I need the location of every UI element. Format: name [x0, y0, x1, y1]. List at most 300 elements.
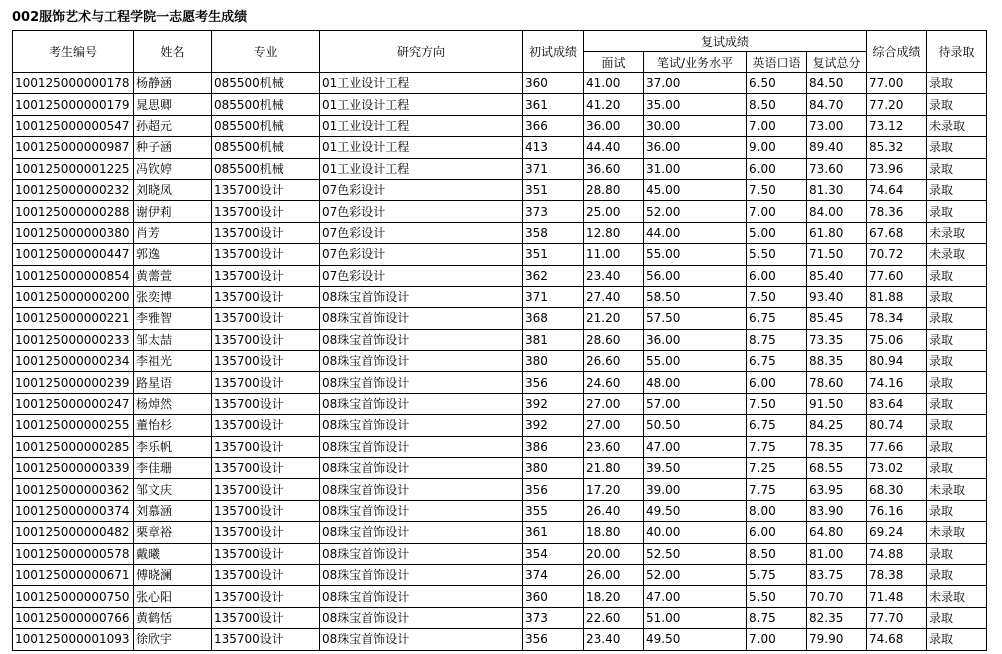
cell-retest-total: 70.70 [807, 586, 867, 607]
cell-written-test: 47.00 [644, 436, 747, 457]
table-row [13, 329, 987, 350]
cell-retest-total: 78.35 [807, 436, 867, 457]
cell-oral-english: 7.00 [747, 115, 807, 136]
cell-retest-total: 73.60 [807, 158, 867, 179]
cell-name: 路星语 [134, 372, 212, 393]
cell-initial-score: 366 [523, 115, 584, 136]
cell-initial-score: 368 [523, 308, 584, 329]
table-row [13, 158, 987, 179]
cell-initial-score: 360 [523, 73, 584, 94]
cell-initial-score: 356 [523, 479, 584, 500]
cell-oral-english: 5.75 [747, 564, 807, 585]
cell-student-id: 100125000000285 [13, 436, 134, 457]
cell-retest-total: 81.00 [807, 543, 867, 564]
table-row [13, 94, 987, 115]
cell-name: 种子涵 [134, 137, 212, 158]
cell-written-test: 39.50 [644, 458, 747, 479]
cell-direction: 08珠宝首饰设计 [320, 286, 523, 307]
cell-overall-score: 75.06 [867, 329, 927, 350]
table-row [13, 115, 987, 136]
table-row [13, 479, 987, 500]
cell-overall-score: 67.68 [867, 222, 927, 243]
header-retest-group: 复试成绩 [584, 31, 867, 52]
header-overall-score: 综合成绩 [867, 31, 927, 73]
cell-direction: 07色彩设计 [320, 201, 523, 222]
cell-major: 085500机械 [212, 137, 320, 158]
cell-student-id: 100125000000854 [13, 265, 134, 286]
cell-interview: 41.00 [584, 73, 644, 94]
cell-overall-score: 69.24 [867, 522, 927, 543]
header-admission-status: 待录取 [927, 31, 987, 73]
cell-overall-score: 77.00 [867, 73, 927, 94]
cell-major: 135700设计 [212, 415, 320, 436]
cell-retest-total: 81.30 [807, 179, 867, 200]
table-row [13, 415, 987, 436]
cell-status: 录取 [927, 201, 987, 222]
cell-retest-total: 93.40 [807, 286, 867, 307]
cell-written-test: 45.00 [644, 179, 747, 200]
cell-status: 录取 [927, 436, 987, 457]
cell-oral-english: 7.25 [747, 458, 807, 479]
cell-student-id: 100125000000766 [13, 607, 134, 628]
cell-status: 录取 [927, 73, 987, 94]
cell-major: 135700设计 [212, 629, 320, 650]
cell-overall-score: 74.68 [867, 629, 927, 650]
cell-initial-score: 351 [523, 179, 584, 200]
cell-name: 徐欣宇 [134, 629, 212, 650]
cell-name: 黄薷萱 [134, 265, 212, 286]
cell-initial-score: 356 [523, 372, 584, 393]
cell-interview: 36.00 [584, 115, 644, 136]
cell-retest-total: 68.55 [807, 458, 867, 479]
cell-initial-score: 354 [523, 543, 584, 564]
cell-retest-total: 84.70 [807, 94, 867, 115]
table-row [13, 137, 987, 158]
cell-major: 135700设计 [212, 436, 320, 457]
cell-oral-english: 7.50 [747, 179, 807, 200]
cell-interview: 26.00 [584, 564, 644, 585]
cell-name: 冯钦婷 [134, 158, 212, 179]
table-row [13, 522, 987, 543]
header-name: 姓名 [134, 31, 212, 73]
cell-student-id: 100125000000221 [13, 308, 134, 329]
cell-direction: 07色彩设计 [320, 244, 523, 265]
cell-status: 录取 [927, 543, 987, 564]
page-title: 002服饰艺术与工程学院一志愿考生成绩 [12, 10, 248, 25]
cell-written-test: 56.00 [644, 265, 747, 286]
table-row [13, 308, 987, 329]
cell-status: 录取 [927, 372, 987, 393]
header-interview: 面试 [584, 52, 644, 73]
cell-oral-english: 7.75 [747, 479, 807, 500]
cell-direction: 08珠宝首饰设计 [320, 522, 523, 543]
cell-retest-total: 88.35 [807, 351, 867, 372]
cell-status: 录取 [927, 351, 987, 372]
cell-major: 085500机械 [212, 158, 320, 179]
cell-name: 孙超元 [134, 115, 212, 136]
cell-direction: 08珠宝首饰设计 [320, 393, 523, 414]
cell-oral-english: 6.00 [747, 265, 807, 286]
cell-status: 未录取 [927, 522, 987, 543]
cell-name: 肖芳 [134, 222, 212, 243]
cell-name: 李佳珊 [134, 458, 212, 479]
cell-interview: 25.00 [584, 201, 644, 222]
table-row [13, 564, 987, 585]
table-row [13, 607, 987, 628]
cell-major: 135700设计 [212, 286, 320, 307]
table-row [13, 201, 987, 222]
cell-name: 刘慕涵 [134, 500, 212, 521]
cell-overall-score: 74.64 [867, 179, 927, 200]
cell-initial-score: 351 [523, 244, 584, 265]
cell-interview: 23.40 [584, 629, 644, 650]
cell-interview: 17.20 [584, 479, 644, 500]
cell-oral-english: 8.75 [747, 329, 807, 350]
cell-written-test: 44.00 [644, 222, 747, 243]
cell-overall-score: 71.48 [867, 586, 927, 607]
cell-initial-score: 381 [523, 329, 584, 350]
cell-major: 135700设计 [212, 500, 320, 521]
cell-retest-total: 84.25 [807, 415, 867, 436]
cell-overall-score: 70.72 [867, 244, 927, 265]
cell-oral-english: 8.50 [747, 543, 807, 564]
cell-status: 录取 [927, 158, 987, 179]
cell-student-id: 100125000000750 [13, 586, 134, 607]
cell-written-test: 36.00 [644, 329, 747, 350]
cell-major: 085500机械 [212, 115, 320, 136]
cell-overall-score: 74.88 [867, 543, 927, 564]
cell-direction: 07色彩设计 [320, 222, 523, 243]
cell-written-test: 55.00 [644, 244, 747, 265]
table-row [13, 265, 987, 286]
cell-name: 谢伊莉 [134, 201, 212, 222]
cell-direction: 08珠宝首饰设计 [320, 564, 523, 585]
cell-initial-score: 380 [523, 351, 584, 372]
cell-major: 135700设计 [212, 607, 320, 628]
cell-status: 录取 [927, 265, 987, 286]
cell-status: 未录取 [927, 222, 987, 243]
cell-oral-english: 7.50 [747, 286, 807, 307]
cell-oral-english: 5.00 [747, 222, 807, 243]
cell-major: 135700设计 [212, 308, 320, 329]
cell-overall-score: 73.96 [867, 158, 927, 179]
cell-interview: 28.60 [584, 329, 644, 350]
cell-major: 135700设计 [212, 479, 320, 500]
cell-oral-english: 6.75 [747, 415, 807, 436]
cell-interview: 36.60 [584, 158, 644, 179]
cell-overall-score: 77.70 [867, 607, 927, 628]
table-row [13, 458, 987, 479]
cell-major: 135700设计 [212, 586, 320, 607]
cell-written-test: 57.00 [644, 393, 747, 414]
cell-written-test: 39.00 [644, 479, 747, 500]
table-row [13, 629, 987, 650]
cell-direction: 08珠宝首饰设计 [320, 415, 523, 436]
cell-retest-total: 89.40 [807, 137, 867, 158]
cell-status: 录取 [927, 458, 987, 479]
cell-status: 录取 [927, 629, 987, 650]
cell-retest-total: 84.50 [807, 73, 867, 94]
cell-major: 135700设计 [212, 201, 320, 222]
cell-retest-total: 73.35 [807, 329, 867, 350]
cell-status: 录取 [927, 393, 987, 414]
cell-major: 135700设计 [212, 244, 320, 265]
cell-retest-total: 85.45 [807, 308, 867, 329]
cell-interview: 18.80 [584, 522, 644, 543]
cell-status: 录取 [927, 415, 987, 436]
cell-initial-score: 392 [523, 415, 584, 436]
cell-major: 135700设计 [212, 393, 320, 414]
cell-student-id: 100125000000178 [13, 73, 134, 94]
cell-name: 张奕博 [134, 286, 212, 307]
cell-retest-total: 83.75 [807, 564, 867, 585]
cell-direction: 01工业设计工程 [320, 94, 523, 115]
cell-written-test: 40.00 [644, 522, 747, 543]
cell-name: 刘晓凤 [134, 179, 212, 200]
cell-oral-english: 5.50 [747, 586, 807, 607]
cell-name: 李雅智 [134, 308, 212, 329]
cell-overall-score: 78.36 [867, 201, 927, 222]
cell-written-test: 35.00 [644, 94, 747, 115]
cell-student-id: 100125000000374 [13, 500, 134, 521]
cell-oral-english: 6.75 [747, 308, 807, 329]
cell-retest-total: 63.95 [807, 479, 867, 500]
cell-name: 栗章裕 [134, 522, 212, 543]
cell-status: 录取 [927, 94, 987, 115]
cell-initial-score: 356 [523, 629, 584, 650]
cell-overall-score: 77.60 [867, 265, 927, 286]
cell-status: 录取 [927, 286, 987, 307]
cell-overall-score: 78.34 [867, 308, 927, 329]
cell-student-id: 100125000000482 [13, 522, 134, 543]
cell-oral-english: 7.50 [747, 393, 807, 414]
cell-name: 戴曦 [134, 543, 212, 564]
cell-retest-total: 84.00 [807, 201, 867, 222]
cell-status: 未录取 [927, 479, 987, 500]
cell-oral-english: 5.50 [747, 244, 807, 265]
cell-initial-score: 358 [523, 222, 584, 243]
cell-student-id: 100125000001093 [13, 629, 134, 650]
cell-written-test: 30.00 [644, 115, 747, 136]
table-row [13, 543, 987, 564]
cell-initial-score: 361 [523, 522, 584, 543]
cell-interview: 26.40 [584, 500, 644, 521]
cell-direction: 07色彩设计 [320, 265, 523, 286]
cell-major: 135700设计 [212, 351, 320, 372]
cell-initial-score: 362 [523, 265, 584, 286]
table-row [13, 179, 987, 200]
cell-written-test: 48.00 [644, 372, 747, 393]
cell-student-id: 100125000000362 [13, 479, 134, 500]
cell-written-test: 52.50 [644, 543, 747, 564]
cell-interview: 22.60 [584, 607, 644, 628]
cell-status: 未录取 [927, 115, 987, 136]
cell-retest-total: 64.80 [807, 522, 867, 543]
cell-direction: 01工业设计工程 [320, 73, 523, 94]
cell-direction: 08珠宝首饰设计 [320, 436, 523, 457]
cell-overall-score: 77.66 [867, 436, 927, 457]
cell-interview: 21.80 [584, 458, 644, 479]
cell-oral-english: 8.50 [747, 94, 807, 115]
cell-initial-score: 373 [523, 201, 584, 222]
cell-initial-score: 371 [523, 158, 584, 179]
cell-name: 李乐帆 [134, 436, 212, 457]
cell-status: 未录取 [927, 586, 987, 607]
cell-retest-total: 82.35 [807, 607, 867, 628]
cell-interview: 27.00 [584, 415, 644, 436]
cell-overall-score: 77.20 [867, 94, 927, 115]
cell-overall-score: 74.16 [867, 372, 927, 393]
cell-interview: 23.40 [584, 265, 644, 286]
cell-interview: 12.80 [584, 222, 644, 243]
cell-overall-score: 68.30 [867, 479, 927, 500]
cell-name: 李祖光 [134, 351, 212, 372]
table-row [13, 393, 987, 414]
cell-retest-total: 91.50 [807, 393, 867, 414]
cell-direction: 08珠宝首饰设计 [320, 607, 523, 628]
table-row [13, 436, 987, 457]
cell-initial-score: 361 [523, 94, 584, 115]
cell-interview: 24.60 [584, 372, 644, 393]
cell-written-test: 50.50 [644, 415, 747, 436]
cell-major: 135700设计 [212, 372, 320, 393]
table-row [13, 244, 987, 265]
cell-name: 杨静涵 [134, 73, 212, 94]
cell-overall-score: 73.12 [867, 115, 927, 136]
cell-student-id: 100125000000380 [13, 222, 134, 243]
cell-direction: 08珠宝首饰设计 [320, 500, 523, 521]
cell-direction: 08珠宝首饰设计 [320, 543, 523, 564]
header-written-test: 笔试/业务水平 [644, 52, 747, 73]
cell-interview: 11.00 [584, 244, 644, 265]
cell-initial-score: 380 [523, 458, 584, 479]
cell-direction: 08珠宝首饰设计 [320, 372, 523, 393]
header-research-direction: 研究方向 [320, 31, 523, 73]
cell-student-id: 100125000000578 [13, 543, 134, 564]
cell-major: 085500机械 [212, 73, 320, 94]
cell-direction: 08珠宝首饰设计 [320, 308, 523, 329]
cell-retest-total: 61.80 [807, 222, 867, 243]
cell-initial-score: 374 [523, 564, 584, 585]
cell-name: 傅晓澜 [134, 564, 212, 585]
cell-interview: 23.60 [584, 436, 644, 457]
cell-initial-score: 386 [523, 436, 584, 457]
cell-direction: 08珠宝首饰设计 [320, 351, 523, 372]
cell-name: 邹文庆 [134, 479, 212, 500]
cell-direction: 08珠宝首饰设计 [320, 586, 523, 607]
cell-written-test: 52.00 [644, 564, 747, 585]
scores-table [12, 30, 987, 651]
cell-name: 邹太喆 [134, 329, 212, 350]
cell-major: 135700设计 [212, 543, 320, 564]
cell-overall-score: 81.88 [867, 286, 927, 307]
header-student-id: 考生编号 [13, 31, 134, 73]
cell-written-test: 49.50 [644, 500, 747, 521]
cell-direction: 08珠宝首饰设计 [320, 458, 523, 479]
cell-direction: 01工业设计工程 [320, 137, 523, 158]
cell-status: 录取 [927, 500, 987, 521]
cell-student-id: 100125000000447 [13, 244, 134, 265]
cell-written-test: 47.00 [644, 586, 747, 607]
cell-initial-score: 355 [523, 500, 584, 521]
cell-interview: 27.00 [584, 393, 644, 414]
cell-written-test: 49.50 [644, 629, 747, 650]
cell-interview: 41.20 [584, 94, 644, 115]
cell-name: 杨焯然 [134, 393, 212, 414]
cell-written-test: 57.50 [644, 308, 747, 329]
cell-written-test: 55.00 [644, 351, 747, 372]
cell-status: 录取 [927, 137, 987, 158]
cell-retest-total: 73.00 [807, 115, 867, 136]
cell-interview: 20.00 [584, 543, 644, 564]
cell-major: 085500机械 [212, 94, 320, 115]
cell-name: 晁思卿 [134, 94, 212, 115]
cell-major: 135700设计 [212, 522, 320, 543]
cell-oral-english: 9.00 [747, 137, 807, 158]
cell-student-id: 100125000000233 [13, 329, 134, 350]
cell-overall-score: 80.94 [867, 351, 927, 372]
cell-oral-english: 7.75 [747, 436, 807, 457]
cell-student-id: 100125000000255 [13, 415, 134, 436]
cell-oral-english: 6.50 [747, 73, 807, 94]
cell-status: 录取 [927, 564, 987, 585]
cell-oral-english: 6.00 [747, 158, 807, 179]
cell-written-test: 51.00 [644, 607, 747, 628]
header-oral-english: 英语口语 [747, 52, 807, 73]
cell-name: 郭逸 [134, 244, 212, 265]
cell-written-test: 37.00 [644, 73, 747, 94]
cell-oral-english: 8.00 [747, 500, 807, 521]
cell-major: 135700设计 [212, 222, 320, 243]
cell-major: 135700设计 [212, 179, 320, 200]
cell-initial-score: 392 [523, 393, 584, 414]
header-major: 专业 [212, 31, 320, 73]
cell-status: 未录取 [927, 244, 987, 265]
cell-student-id: 100125000000987 [13, 137, 134, 158]
cell-student-id: 100125000000547 [13, 115, 134, 136]
cell-overall-score: 78.38 [867, 564, 927, 585]
cell-student-id: 100125000000671 [13, 564, 134, 585]
cell-interview: 28.80 [584, 179, 644, 200]
cell-direction: 07色彩设计 [320, 179, 523, 200]
cell-direction: 08珠宝首饰设计 [320, 329, 523, 350]
table-row [13, 351, 987, 372]
cell-overall-score: 83.64 [867, 393, 927, 414]
header-initial-score: 初试成绩 [523, 31, 584, 73]
cell-oral-english: 7.00 [747, 201, 807, 222]
cell-major: 135700设计 [212, 458, 320, 479]
cell-interview: 26.60 [584, 351, 644, 372]
table-row [13, 286, 987, 307]
cell-written-test: 58.50 [644, 286, 747, 307]
cell-interview: 27.40 [584, 286, 644, 307]
table-row [13, 73, 987, 94]
cell-written-test: 31.00 [644, 158, 747, 179]
cell-overall-score: 85.32 [867, 137, 927, 158]
cell-interview: 18.20 [584, 586, 644, 607]
cell-initial-score: 373 [523, 607, 584, 628]
cell-overall-score: 73.02 [867, 458, 927, 479]
cell-retest-total: 85.40 [807, 265, 867, 286]
cell-name: 董怡杉 [134, 415, 212, 436]
cell-name: 黄鹤恬 [134, 607, 212, 628]
cell-initial-score: 360 [523, 586, 584, 607]
cell-initial-score: 371 [523, 286, 584, 307]
cell-major: 135700设计 [212, 265, 320, 286]
cell-major: 135700设计 [212, 564, 320, 585]
cell-retest-total: 83.90 [807, 500, 867, 521]
table-body [13, 73, 987, 651]
